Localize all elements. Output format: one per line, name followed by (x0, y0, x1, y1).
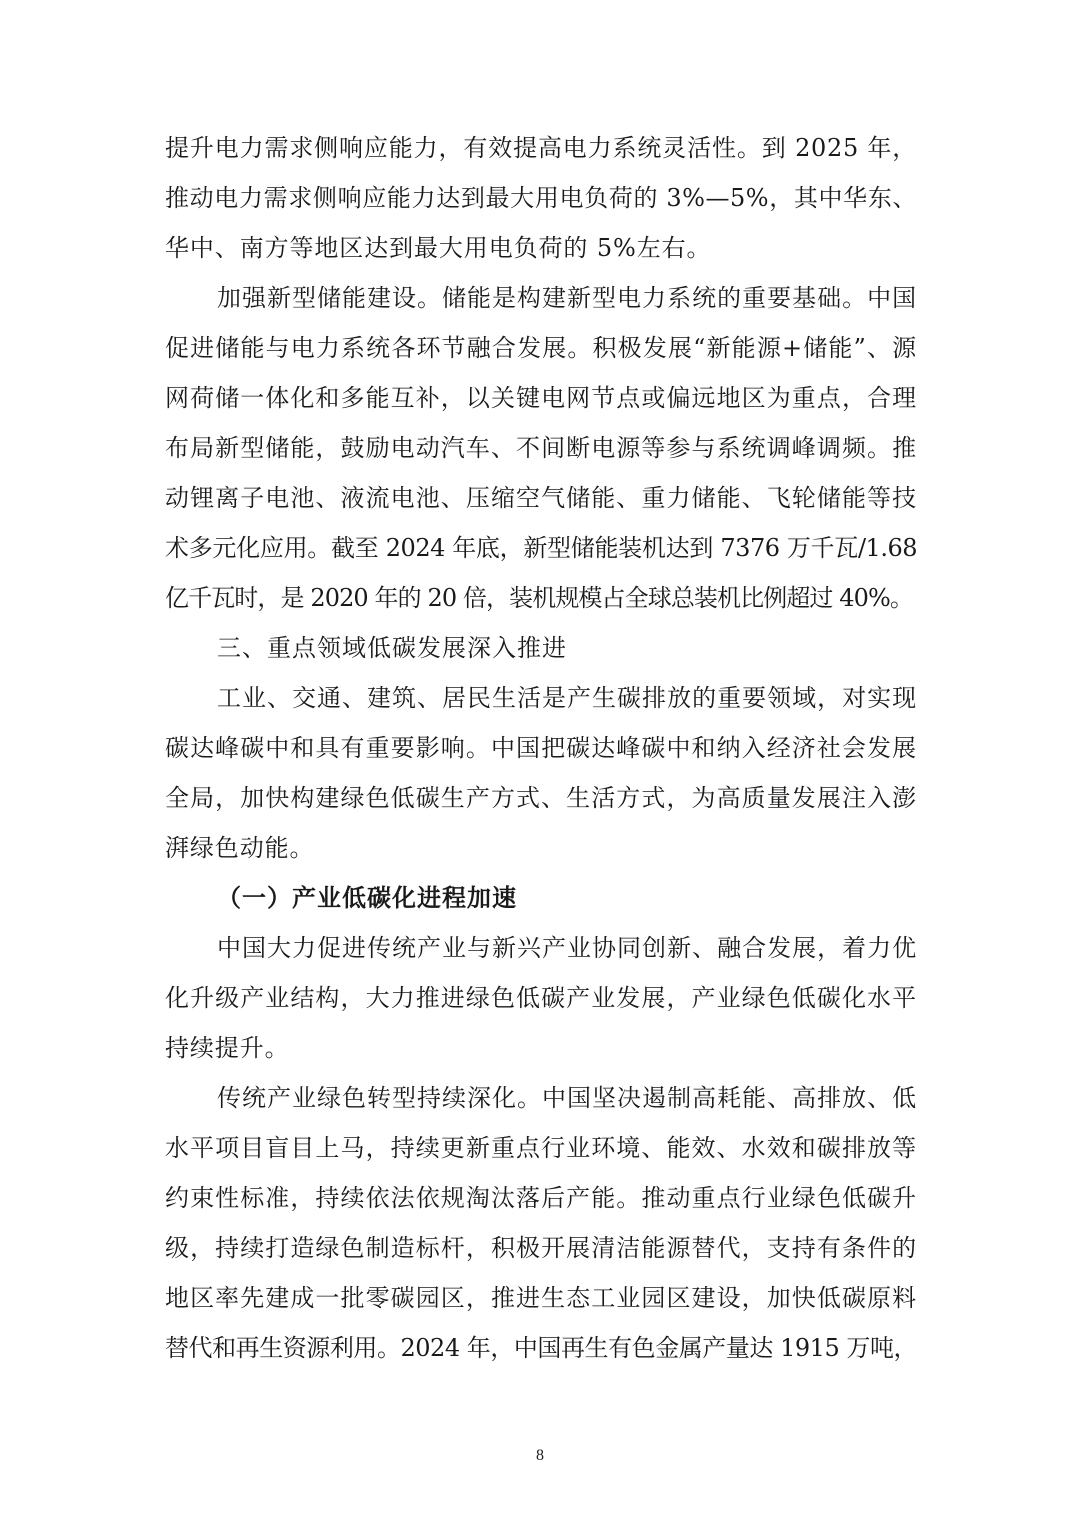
paragraph-line: 级，持续打造绿色制造标杆，积极开展清洁能源替代，支持有条件的 (165, 1234, 917, 1262)
paragraph-line: 水平项目盲目上马，持续更新重点行业环境、能效、水效和碳排放等 (165, 1134, 917, 1162)
paragraph-line: 推动电力需求侧响应能力达到最大用电负荷的 3%—5%，其中华东、 (165, 184, 917, 212)
paragraph-line: 地区率先建成一批零碳园区，推进生态工业园区建设，加快低碳原料 (165, 1284, 917, 1312)
paragraph-last-line: 持续提升。 (165, 1034, 290, 1062)
paragraph-first-line: 加强新型储能建设。储能是构建新型电力系统的重要基础。中国 (217, 284, 917, 312)
paragraph-line: 约束性标准，持续依法依规淘汰落后产能。推动重点行业绿色低碳升 (165, 1184, 917, 1212)
paragraph-first-line: 传统产业绿色转型持续深化。中国坚决遏制高耗能、高排放、低 (217, 1084, 917, 1112)
paragraph-line: 布局新型储能，鼓励电动汽车、不间断电源等参与系统调峰调频。推 (165, 434, 917, 462)
paragraph-last-line: 华中、南方等地区达到最大用电负荷的 5%左右。 (165, 234, 712, 262)
paragraph-line: 全局，加快构建绿色低碳生产方式、生活方式，为高质量发展注入澎 (165, 784, 917, 812)
paragraph-line: 动锂离子电池、液流电池、压缩空气储能、重力储能、飞轮储能等技 (165, 484, 917, 512)
section-heading: 三、重点领域低碳发展深入推进 (217, 634, 567, 662)
body-text (165, 123, 917, 1373)
paragraph-last-line: 亿千瓦时，是 2020 年的 20 倍，装机规模占全球总装机比例超过 40%。 (165, 584, 914, 612)
paragraph-line: 提升电力需求侧响应能力，有效提高电力系统灵活性。到 2025 年， (165, 134, 917, 162)
paragraph-first-line: 中国大力促进传统产业与新兴产业协同创新、融合发展，着力优 (217, 934, 917, 962)
paragraph-line: 术多元化应用。截至 2024 年底，新型储能装机达到 7376 万千瓦/1.68 (165, 534, 917, 562)
page-number: 8 (536, 1447, 544, 1464)
paragraph-line: 促进储能与电力系统各环节融合发展。积极发展“新能源+储能”、源 (165, 334, 917, 362)
paragraph-line: 碳达峰碳中和具有重要影响。中国把碳达峰碳中和纳入经济社会发展 (165, 734, 917, 762)
subsection-heading: （一）产业低碳化进程加速 (217, 884, 517, 912)
paragraph-line: 化升级产业结构，大力推进绿色低碳产业发展，产业绿色低碳化水平 (165, 984, 917, 1012)
paragraph-line: 网荷储一体化和多能互补，以关键电网节点或偏远地区为重点，合理 (165, 384, 917, 412)
paragraph-first-line: 工业、交通、建筑、居民生活是产生碳排放的重要领域，对实现 (217, 684, 917, 712)
paragraph-line: 替代和再生资源利用。2024 年，中国再生有色金属产量达 1915 万吨， (165, 1334, 917, 1362)
paragraph-last-line: 湃绿色动能。 (165, 834, 315, 862)
